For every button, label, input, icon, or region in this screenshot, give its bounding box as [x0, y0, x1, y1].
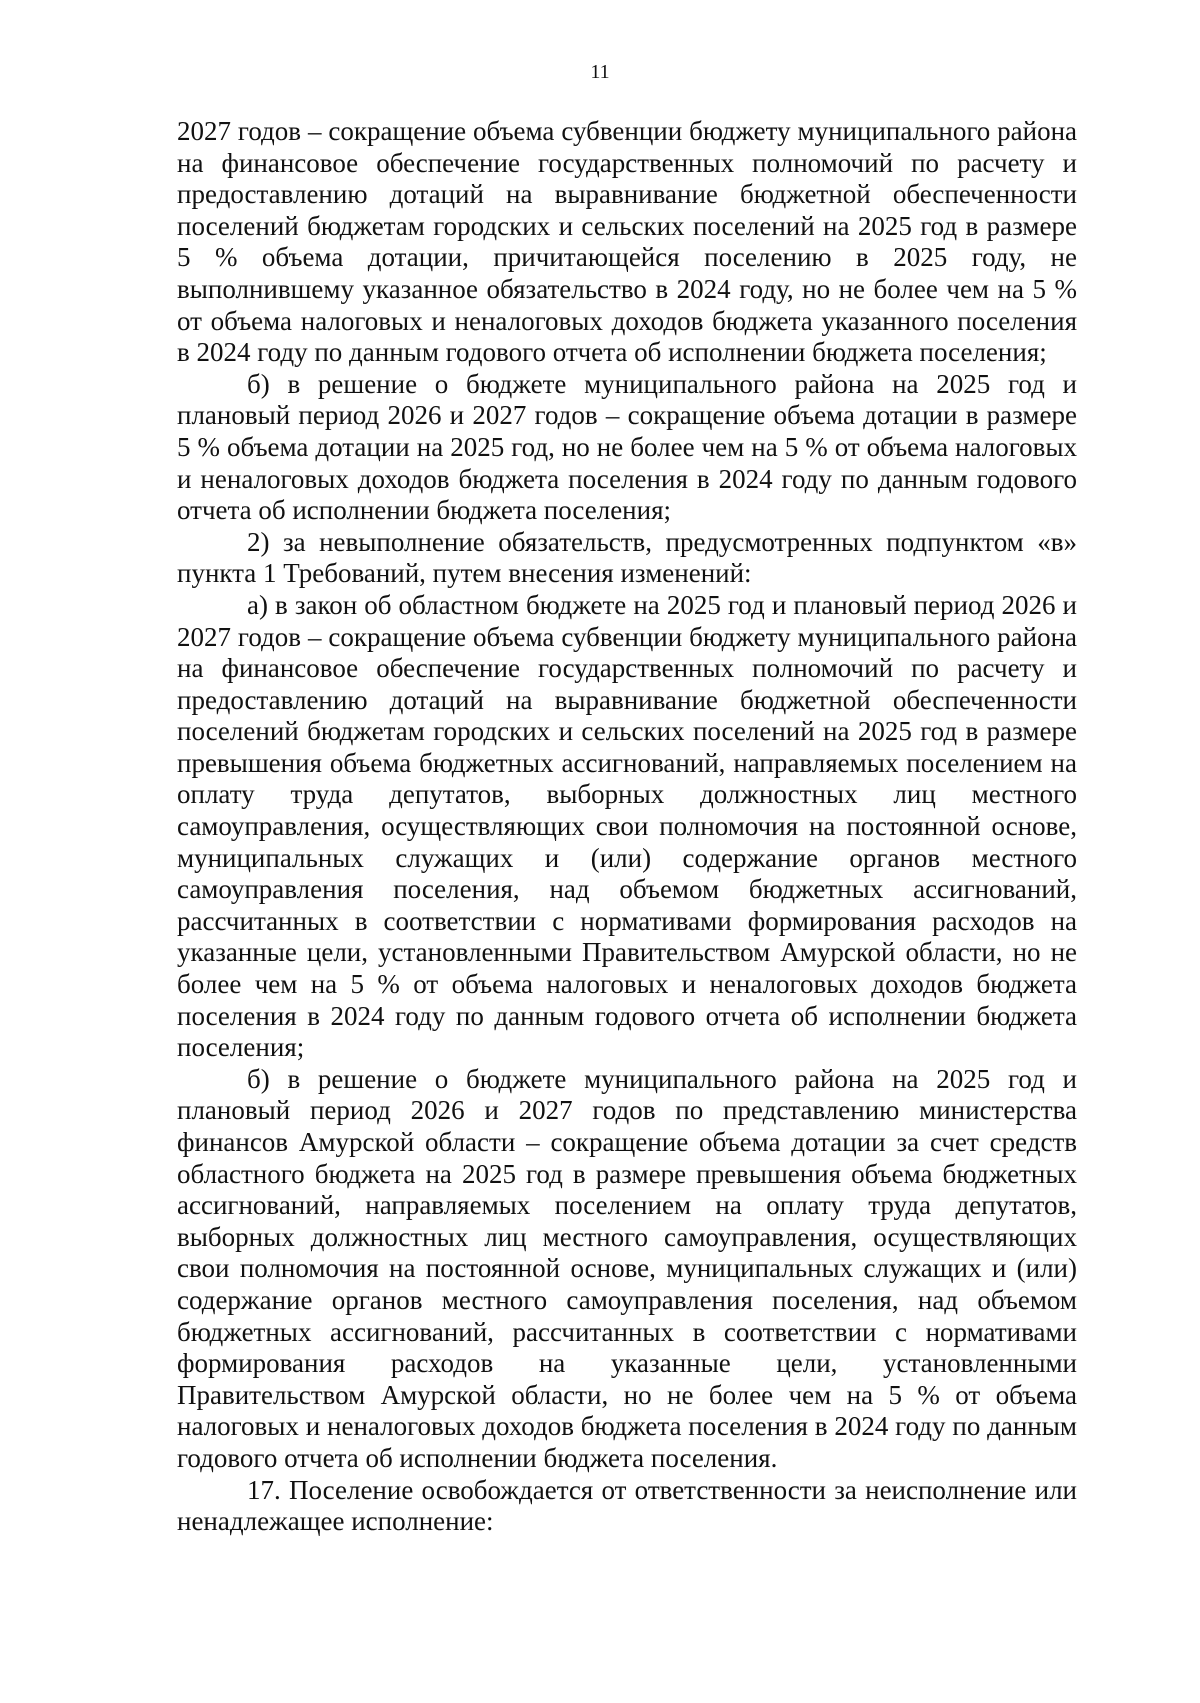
paragraph-subitem-b-1: б) в решение о бюджете муниципального района на 2025 год и плановый период 2026 и 2027 годов – сокращение объема дотации в размере 5 % объема дотации на 2025 год, но не более чем на 5 % от объема налоговых и неналоговых доходов бюджета поселения в 2024 году по данным годового отчета об исполнении бюджета поселения; — [177, 368, 1077, 526]
paragraph-item-2: 2) за невыполнение обязательств, предусмотренных подпунктом «в» пункта 1 Требований, путем внесения изменений: — [177, 526, 1077, 589]
document-body — [177, 116, 1077, 1538]
page-number: 11 — [590, 61, 610, 83]
paragraph-continuation: 2027 годов – сокращение объема субвенции бюджету муниципального района на финансовое обеспечение государственных полномочий по расчету и предоставлению дотаций на выравнивание бюджетной обеспеченности поселений бюджетам городских и сельских поселений на 2025 год в размере 5 % объема дотации, причитающейся поселению в 2025 году, не выполнившему указанное обязательство в 2024 году, но не более чем на 5 % от объема налоговых и неналоговых доходов бюджета указанного поселения в 2024 году по данным годового отчета об исполнении бюджета поселения; — [177, 116, 1077, 368]
paragraph-item-17: 17. Поселение освобождается от ответственности за неисполнение или ненадлежащее исполнение: — [177, 1474, 1077, 1537]
paragraph-subitem-b-2: б) в решение о бюджете муниципального района на 2025 год и плановый период 2026 и 2027 годов по представлению министерства финансов Амурской области – сокращение объема дотации за счет средств областного бюджета на 2025 год в размере превышения объема бюджетных ассигнований, направляемых поселением на оплату труда депутатов, выборных должностных лиц местного самоуправления, осуществляющих свои полномочия на постоянной основе, муниципальных служащих и (или) содержание органов местного самоуправления поселения, над объемом бюджетных ассигнований, рассчитанных в соответствии с нормативами формирования расходов на указанные цели, установленными Правительством Амурской области, но не более чем на 5 % от объема налоговых и неналоговых доходов бюджета поселения в 2024 году по данным годового отчета об исполнении бюджета поселения. — [177, 1063, 1077, 1473]
paragraph-subitem-a: а) в закон об областном бюджете на 2025 год и плановый период 2026 и 2027 годов – сокращение объема субвенции бюджету муниципального района на финансовое обеспечение государственных полномочий по расчету и предоставлению дотаций на выравнивание бюджетной обеспеченности поселений бюджетам городских и сельских поселений на 2025 год в размере превышения объема бюджетных ассигнований, направляемых поселением на оплату труда депутатов, выборных должностных лиц местного самоуправления, осуществляющих свои полномочия на постоянной основе, муниципальных служащих и (или) содержание органов местного самоуправления поселения, над объемом бюджетных ассигнований, рассчитанных в соответствии с нормативами формирования расходов на указанные цели, установленными Правительством Амурской области, но не более чем на 5 % от объема налоговых и неналоговых доходов бюджета поселения в 2024 году по данным годового отчета об исполнении бюджета поселения; — [177, 589, 1077, 1063]
